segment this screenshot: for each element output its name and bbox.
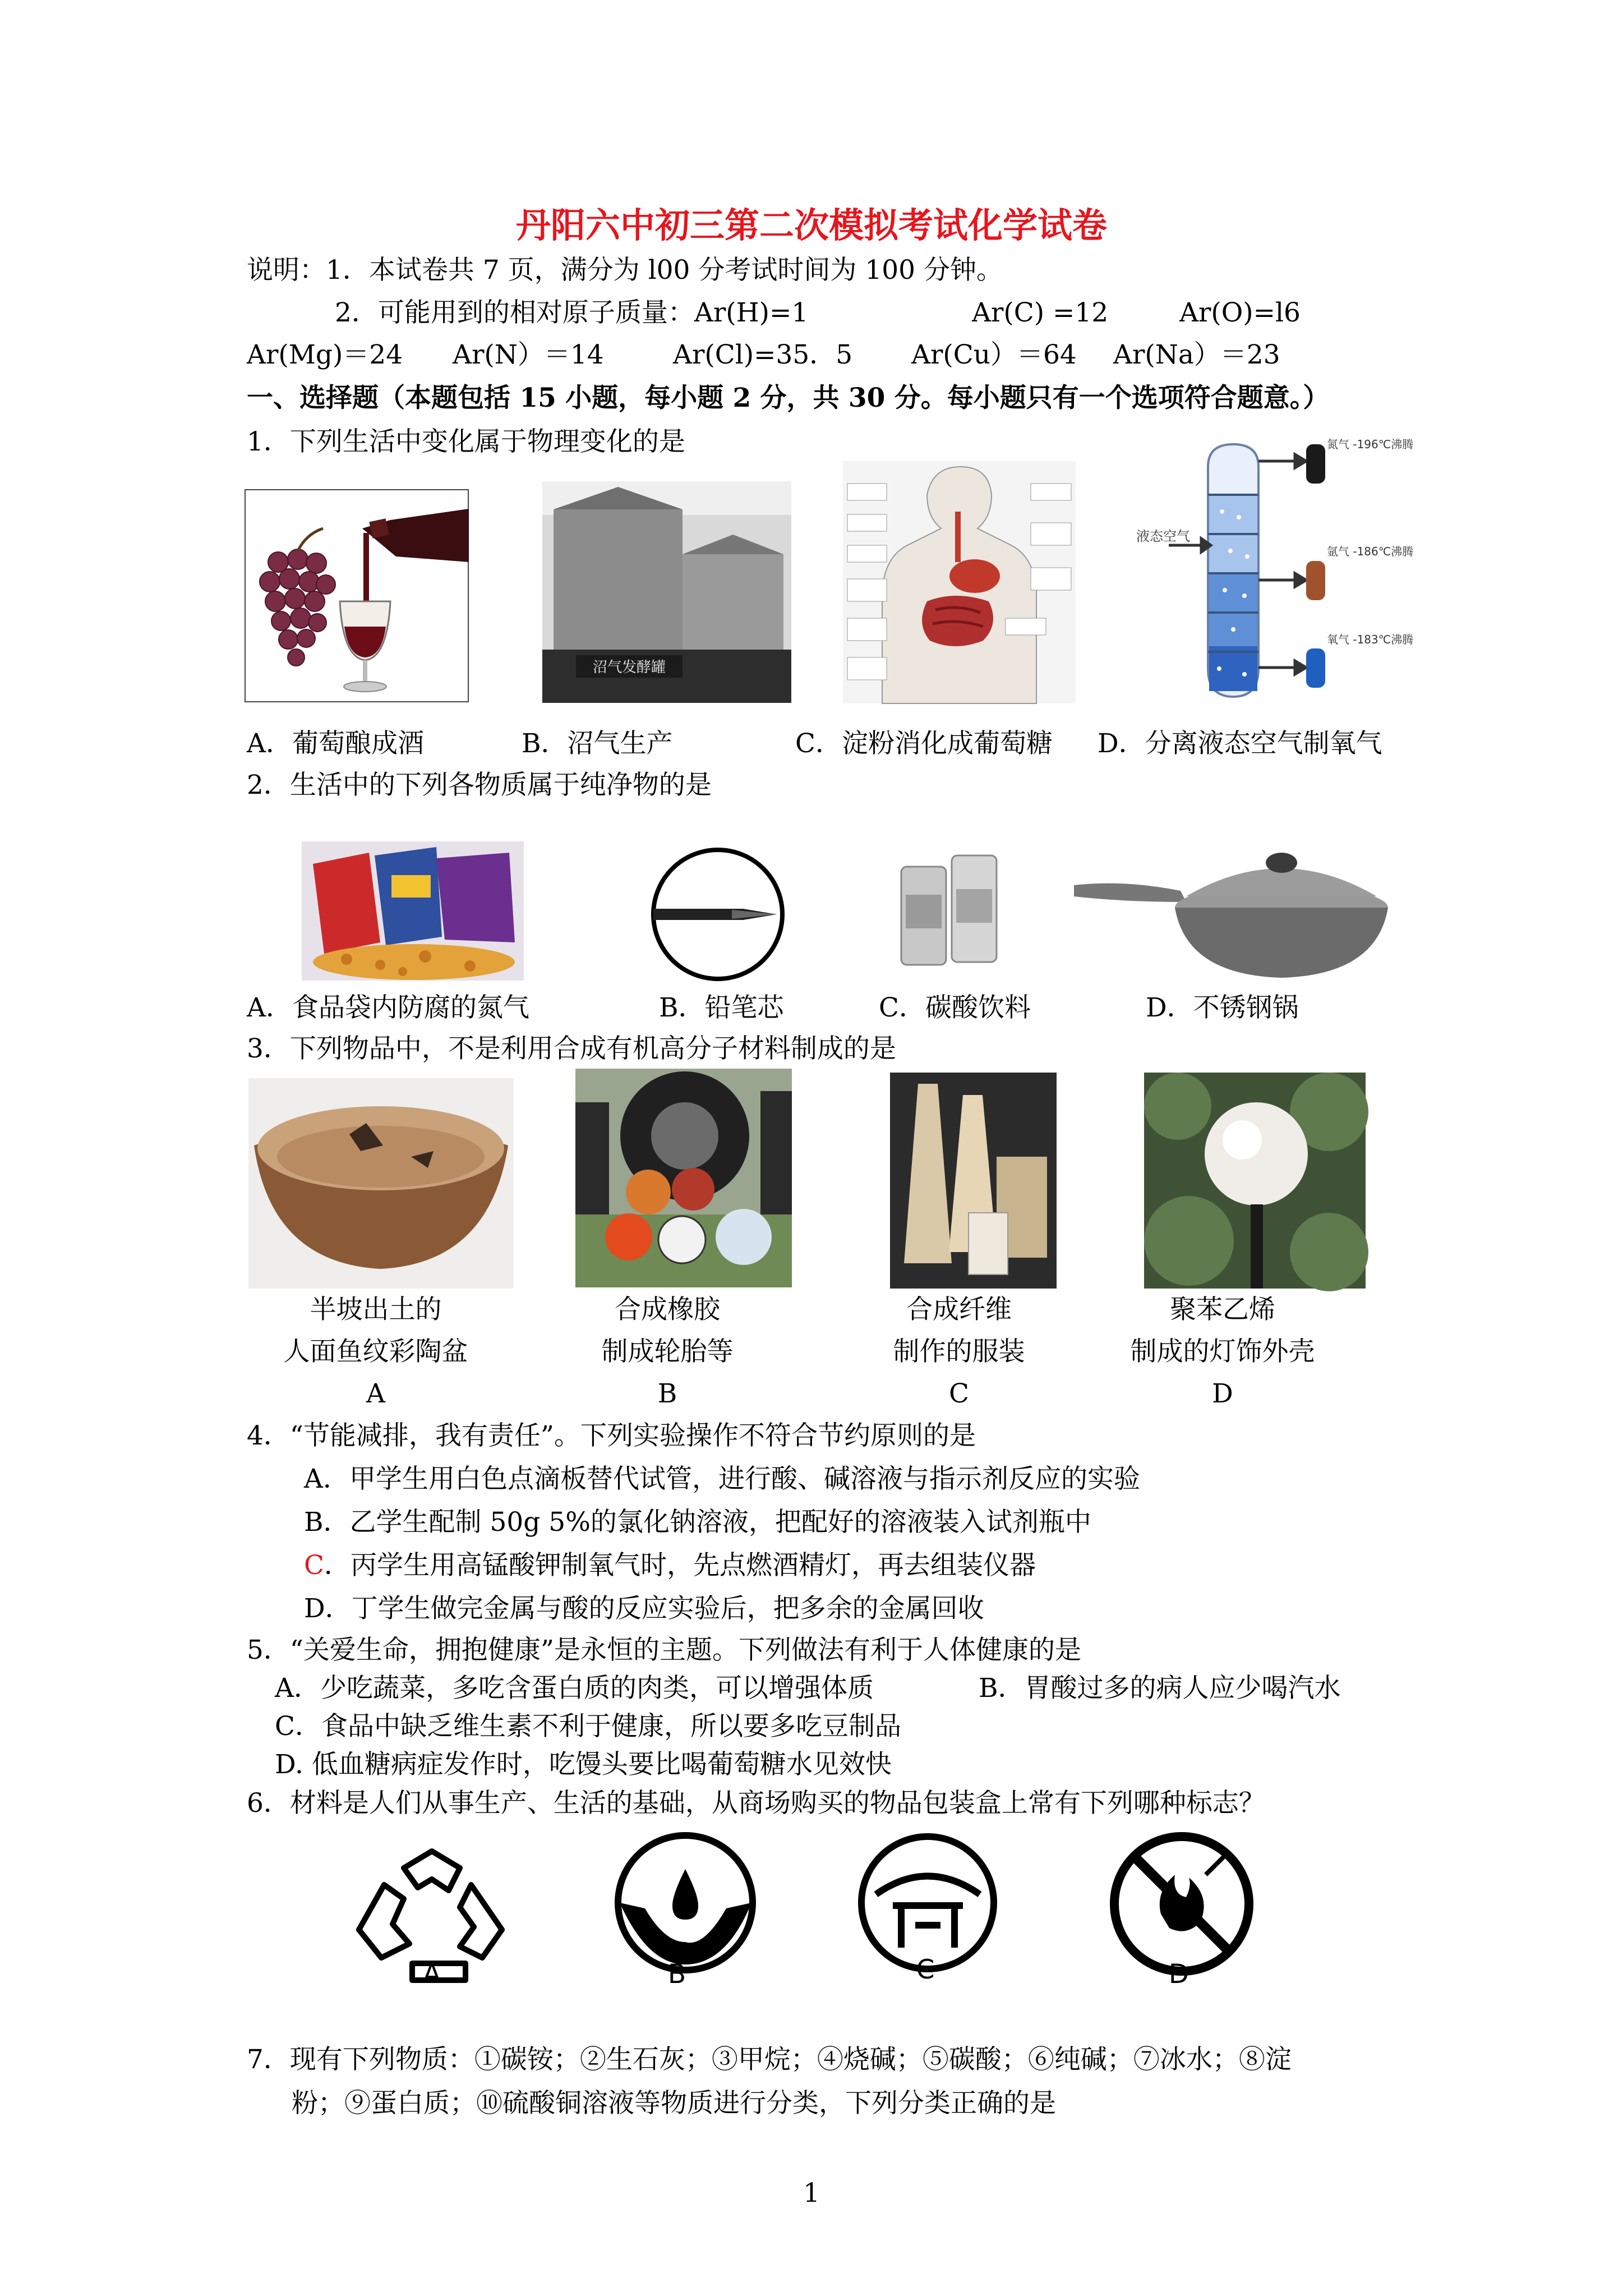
q2-option-a: A．食品袋内防腐的氮气 [247,992,529,1023]
q6-letter-d: D [1168,1959,1189,1990]
q1-option-d: D．分离液态空气制氧气 [1098,728,1382,759]
q1-option-c: C．淀粉消化成葡萄糖 [795,728,1053,759]
q2-option-c: C．碳酸饮料 [879,992,1031,1023]
question-7-line-1: 7．现有下列物质：①碳铵；②生石灰；③甲烷；④烧碱；⑤碳酸；⑥纯碱；⑦冰水；⑧淀 [247,2044,1292,2075]
argon-label: 氩气 -186℃沸腾 [1327,545,1414,558]
q4-option-b: B．乙学生配制 50g 5%的氯化钠溶液，把配好的溶液装入试剂瓶中 [304,1507,1091,1538]
q3-item-c-line2: 制作的服装 [893,1336,1025,1367]
water-saving-icon [614,1830,757,1976]
q5-option-c: C．食品中缺乏维生素不利于健康，所以要多吃豆制品 [275,1711,901,1742]
q5-option-b: B．胃酸过多的病人应少喝汽水 [979,1673,1341,1704]
note-ar-cu: Ar(Cu）＝64 [911,339,1077,370]
nitrogen-label: 氮气 -196℃沸腾 [1327,438,1414,452]
question-5-stem: 5．“关爱生命，拥抱健康”是永恒的主题。下列做法有利于人体健康的是 [247,1635,1081,1665]
q2-option-d: D．不锈钢锅 [1146,992,1299,1023]
liquid-air-label: 液态空气 [1136,528,1190,544]
oxygen-label: 氧气 -183℃沸腾 [1327,633,1414,646]
q3-item-a-line1: 半坡出土的 [310,1294,442,1325]
question-3-stem: 3．下列物品中，不是利用合成有机高分子材料制成的是 [247,1033,896,1064]
question-7-line-2: 粉；⑨蛋白质；⑩硫酸铜溶液等物质进行分类，下列分类正确的是 [292,2088,1056,2119]
q4-option-d: D．丁学生做完金属与酸的反应实验后，把多余的金属回收 [304,1593,984,1624]
q6-letter-a: A [422,1959,441,1990]
question-1-stem: 1．下列生活中变化属于物理变化的是 [247,426,685,457]
q6-letter-c: C [916,1954,935,1985]
digestion-diagram-image [843,461,1076,703]
biogas-tank-label: 沼气发酵罐 [592,659,666,676]
rubber-tires-balls-image [575,1069,792,1287]
q5-option-d: D. 低血糖病症发作时，吃馒头要比喝葡萄糖水见效快 [275,1749,892,1780]
q1-option-a: A．葡萄酿成酒 [247,728,424,759]
q5-option-a: A．少吃蔬菜，多吃含蛋白质的肉类，可以增强体质 [275,1673,874,1704]
biogas-tank-image [542,481,791,703]
page-title: 丹阳六中初三第二次模拟考试化学试卷 [515,205,1107,246]
lamp-shade-image [1144,1073,1366,1289]
no-fire-icon [1102,1830,1262,1978]
note-ar-mg: Ar(Mg)＝24 [247,339,403,370]
note-line-1: 说明：1．本试卷共 7 页，满分为 l00 分考试时间为 100 分钟。 [247,255,1003,286]
q4-option-c-letter: C [304,1550,324,1581]
q3-item-d-letter: D [1212,1378,1233,1409]
question-4-stem: 4．“节能减排，我有责任”。下列实验操作不符合节约原则的是 [247,1420,976,1451]
note-ar-o: Ar(O)=l6 [1179,297,1301,328]
pottery-basin-image [248,1078,514,1289]
q3-item-d-line2: 制成的灯饰外壳 [1130,1336,1315,1367]
q6-letter-b: B [667,1959,686,1990]
soda-cans-image [896,844,1006,972]
note-ar-n: Ar(N）＝14 [453,339,604,370]
q3-item-d-line1: 聚苯乙烯 [1170,1294,1275,1325]
q1-option-b: B．沼气生产 [522,728,673,759]
note-ar-cl: Ar(Cl)=35．5 [673,339,853,370]
synthetic-fiber-image [890,1073,1057,1289]
q4-option-c-text: ．丙学生用高锰酸钾制氧气时，先点燃酒精灯，再去组装仪器 [324,1550,1036,1581]
q3-item-b-line2: 制成轮胎等 [601,1336,734,1367]
air-separation-image [1135,433,1414,703]
q4-option-a: A．甲学生用白色点滴板替代试管，进行酸、碱溶液与指示剂反应的实验 [304,1464,1140,1494]
snack-bags-image [302,841,524,981]
question-2-stem: 2．生活中的下列各物质属于纯净物的是 [247,770,712,800]
q2-option-b: B．铅笔芯 [659,992,784,1023]
q4-option-c [304,1549,1036,1582]
q3-item-c-letter: C [949,1378,969,1409]
q3-item-a-letter: A [366,1378,385,1409]
page-number: 1 [803,2178,820,2208]
note-line-2: 2．可能用到的相对原子质量：Ar(H)=1 [335,297,809,328]
note-ar-c: Ar(C) =12 [972,297,1109,328]
pencil-lead-image [648,847,788,982]
q3-item-a-line2: 人面鱼纹彩陶盆 [283,1336,468,1367]
section-heading: 一、选择题（本题包括 15 小题，每小题 2 分，共 30 分。每小题只有一个选项符合题意。） [247,383,1330,413]
q3-item-c-line1: 合成纤维 [906,1294,1012,1325]
grapes-wine-image [245,489,469,702]
question-6-stem: 6．材料是人们从事生产、生活的基础，从商场购买的物品包装盒上常有下列哪种标志？ [247,1788,1265,1819]
note-ar-na: Ar(Na）＝23 [1113,339,1280,370]
q3-item-b-letter: B [657,1378,677,1409]
q3-item-b-line1: 合成橡胶 [615,1294,720,1325]
steel-pan-image [1074,846,1388,985]
